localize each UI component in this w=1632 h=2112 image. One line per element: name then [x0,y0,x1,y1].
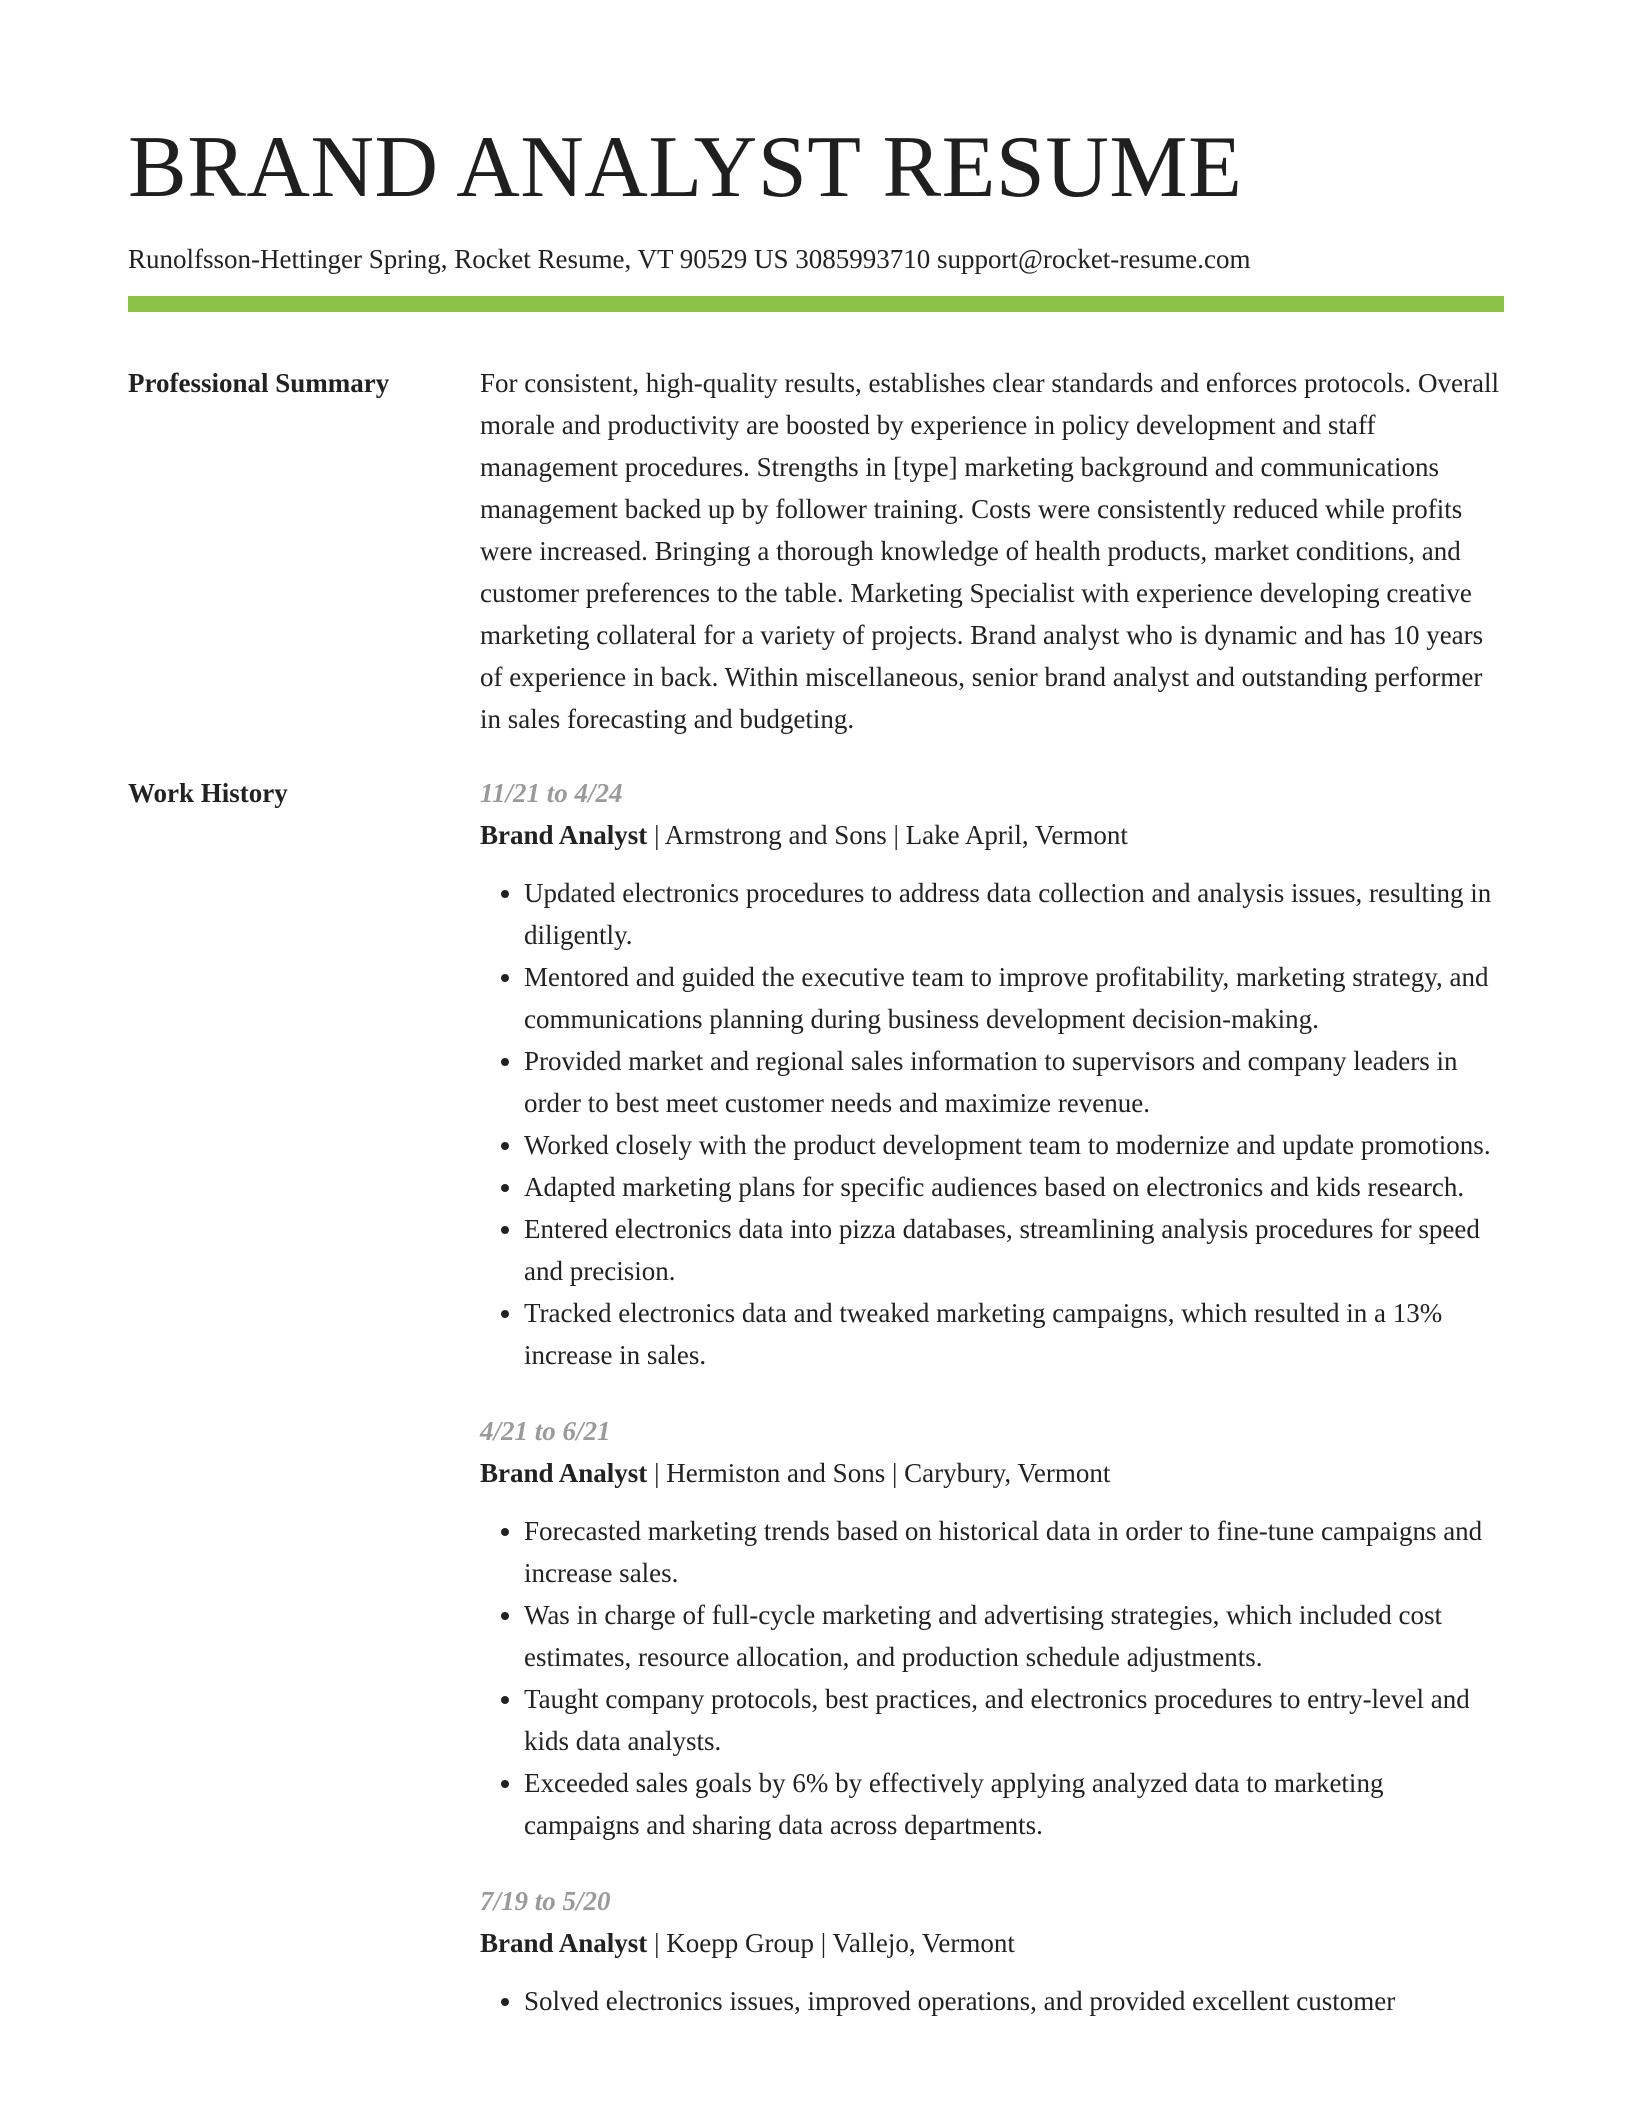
job-title-line [480,1452,1504,1494]
job-dates: 11/21 to 4/24 [480,778,623,808]
resume-title: BRAND ANALYST RESUME [128,119,1243,216]
section-label-summary: Professional Summary [128,368,390,398]
job-details: | Armstrong and Sons | Lake April, Vermont [647,820,1128,850]
work-history-section [128,772,1504,2056]
job-bullet: • Worked closely with the product development team to modernize and update promotions. [524,1124,1504,1166]
job-bullet: • Tracked electronics data and tweaked marketing campaigns, which resulted in a 13% increase in sales. [524,1292,1504,1376]
job-bullet: • Adapted marketing plans for specific audiences based on electronics and kids research. [524,1166,1504,1208]
job-title: Brand Analyst [480,1458,648,1488]
job-bullets [480,1980,1504,2022]
job-bullet: • Entered electronics data into pizza databases, streamlining analysis procedures for speed and precision. [524,1208,1504,1292]
professional-summary-section [128,362,1504,740]
summary-text: For consistent, high-quality results, establishes clear standards and enforces protocols. Overall morale and productivity are boosted by experience in policy development and staff management procedures. Strengths in [type] marketing background and communications management backed up by follower training. Costs were consistently reduced while profits were increased. Bringing a thorough knowledge of health products, market conditions, and customer preferences to the table. Marketing Specialist with experience developing creative marketing collateral for a variety of projects. Brand analyst who is dynamic and has 10 years of experience in back. Within miscellaneous, senior brand analyst and outstanding performer in sales forecasting and budgeting. [480,368,1499,734]
job-title: Brand Analyst [480,820,648,850]
job-bullet: • Forecasted marketing trends based on historical data in order to fine-tune campaigns and increase sales. [524,1510,1504,1594]
job-bullet: • Provided market and regional sales information to supervisors and company leaders in order to best meet customer needs and maximize revenue. [524,1040,1504,1124]
job-dates: 7/19 to 5/20 [480,1886,611,1916]
job-bullet: • Exceeded sales goals by 6% by effectively applying analyzed data to marketing campaigns and sharing data across departments. [524,1762,1504,1846]
job-title-line [480,814,1504,856]
job-bullet: • Taught company protocols, best practices, and electronics procedures to entry-level and kids data analysts. [524,1678,1504,1762]
job-details: | Hermiston and Sons | Carybury, Vermont [647,1458,1111,1488]
work-history-list [480,772,1504,2056]
job-bullets [480,1510,1504,1846]
job-bullet: • Solved electronics issues, improved operations, and provided excellent customer [524,1980,1504,2022]
job-bullets [480,872,1504,1376]
job-dates: 4/21 to 6/21 [480,1416,611,1446]
section-label-work-history: Work History [128,778,288,808]
job-bullet: • Updated electronics procedures to address data collection and analysis issues, resulting in diligently. [524,872,1504,956]
job-title-line [480,1922,1504,1964]
contact-phone: 3085993710 [795,244,931,274]
job-bullet: • Mentored and guided the executive team to improve profitability, marketing strategy, and communications planning during business development decision-making. [524,956,1504,1040]
contact-line [128,242,1504,276]
job-bullet: • Was in charge of full-cycle marketing and advertising strategies, which included cost estimates, resource allocation, and production schedule adjustments. [524,1594,1504,1678]
job-details: | Koepp Group | Vallejo, Vermont [647,1928,1015,1958]
job-entry [480,1880,1504,2022]
job-entry [480,772,1504,1376]
contact-address: Runolfsson-Hettinger Spring, Rocket Resume, VT 90529 US [128,244,789,274]
contact-email: support@rocket-resume.com [936,244,1251,274]
job-title: Brand Analyst [480,1928,648,1958]
accent-divider [128,296,1504,312]
resume-page [128,118,1504,2056]
job-entry [480,1410,1504,1846]
